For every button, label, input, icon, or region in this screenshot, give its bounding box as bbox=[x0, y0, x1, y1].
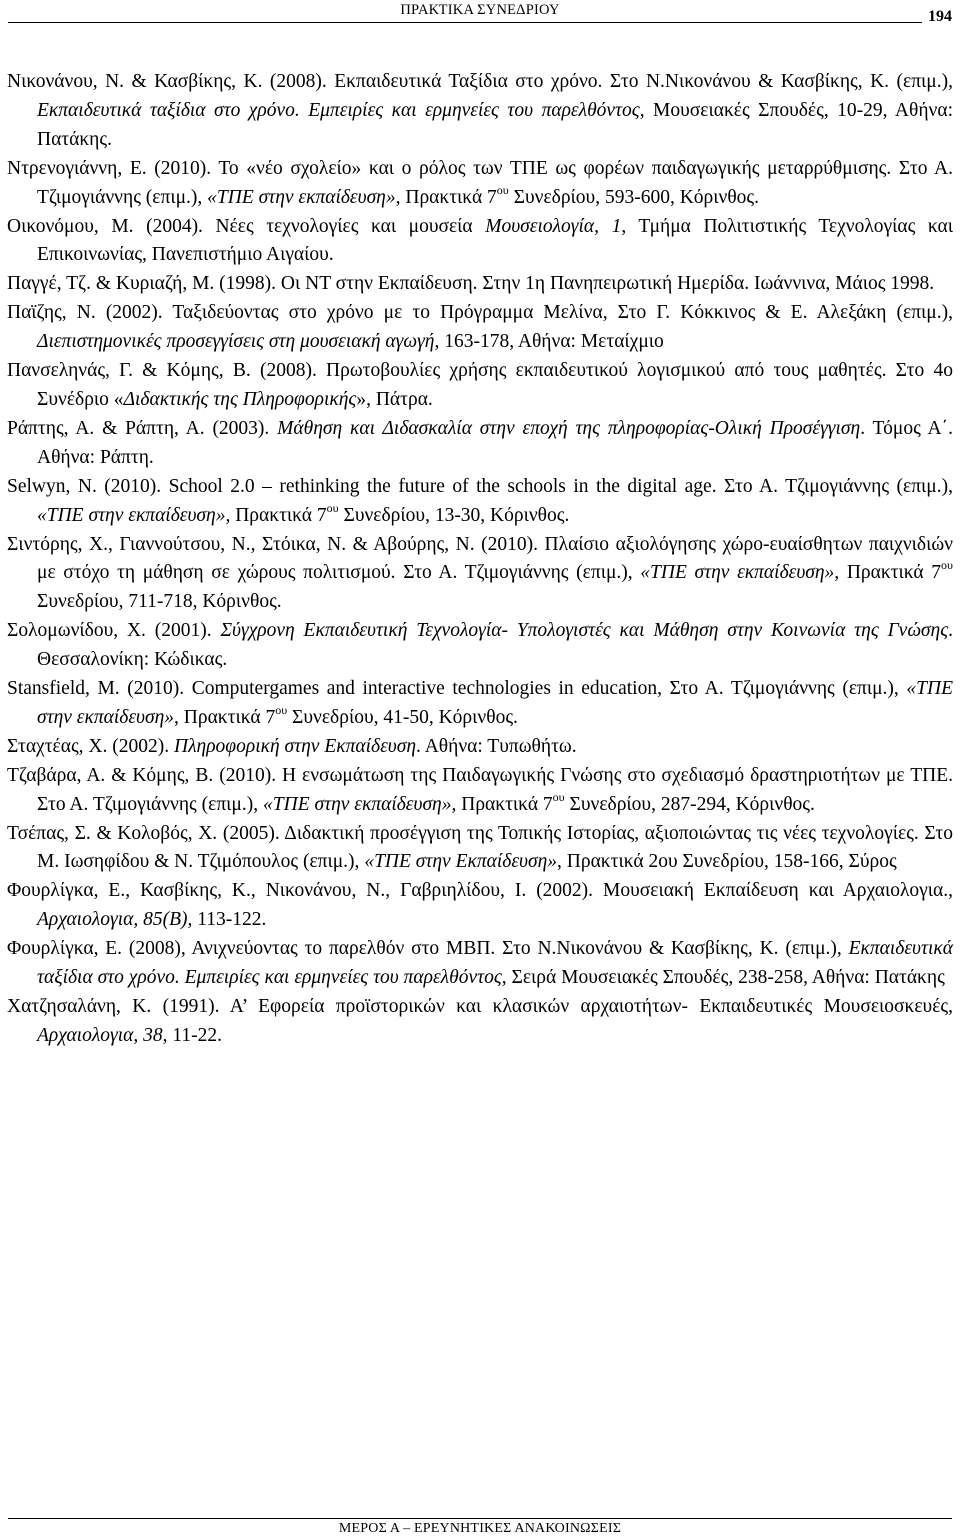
reference-entry bbox=[7, 155, 953, 213]
reference-text: Τσέπας, Σ. & Κολοβός, Χ. (2005). Διδακτική προσέγγιση της Τοπικής Ιστορίας, αξιοποιώντας τις νέες τεχνολογίες. Στο Μ. Ιωσηφίδου & Ν. Τζιμόπουλος (επιμ.), bbox=[7, 822, 953, 873]
reference-entry bbox=[7, 617, 953, 675]
reference-text: , Σειρά Μουσειακές Σπουδές, 238-258, Αθήνα: Πατάκης bbox=[501, 967, 945, 989]
italic-title-text: «ΤΠΕ στην εκπαίδευση» bbox=[207, 186, 396, 208]
italic-title-text: Αρχαιολογια, 38 bbox=[37, 1024, 163, 1046]
reference-entry bbox=[7, 68, 953, 155]
italic-title-text: «ΤΠΕ στην εκπαίδευση», bbox=[37, 678, 953, 728]
reference-text: Παϊζης, Ν. (2002). Ταξιδεύοντας στο χρόνο με το Πρόγραμμα Μελίνα, Στο Γ. Κόκκινος & Ε. Αλεξάκη (επιμ.), bbox=[7, 302, 953, 324]
reference-entry bbox=[7, 299, 953, 357]
reference-list bbox=[7, 68, 953, 1051]
footer-rule bbox=[8, 1518, 952, 1519]
reference-text: Ράπτης, Α. & Ράπτη, Α. (2003). bbox=[7, 417, 278, 439]
italic-title-text: Διεπιστημονικές προσεγγίσεις στη μουσειακή αγωγή bbox=[37, 331, 435, 353]
reference-entry bbox=[7, 877, 953, 935]
reference-text: Stansfield, M. (2010). Computergames and interactive technologies in education, Στο Α. Τζιμογιάννης (επιμ.), bbox=[7, 678, 907, 700]
reference-entry bbox=[7, 531, 953, 618]
reference-text: Συνεδρίου, 287-294, Κόρινθος. bbox=[564, 793, 815, 815]
reference-entry bbox=[7, 733, 953, 762]
reference-text: Σολομωνίδου, Χ. (2001). bbox=[7, 620, 221, 642]
reference-entry bbox=[7, 270, 953, 299]
reference-entry bbox=[7, 213, 953, 271]
superscript-text: ου bbox=[326, 500, 339, 515]
page-header bbox=[0, 0, 960, 40]
reference-entry bbox=[7, 820, 953, 878]
running-header-title: ΠΡΑΚΤΙΚΑ ΣΥΝΕΔΡΙΟΥ bbox=[400, 2, 560, 18]
reference-text: . Θεσσαλονίκη: Κώδικας. bbox=[37, 620, 953, 671]
italic-title-text: Εκπαιδευτικά ταξίδια στο χρόνο. Εμπειρίες και ερμηνείες του παρελθόντος bbox=[37, 938, 953, 989]
italic-title-text: Σύγχρονη Εκπαιδευτική Τεχνολογία- Υπολογιστές και Μάθηση στην Κοινωνία της Γνώσης bbox=[220, 620, 949, 642]
reference-text: Χατζησαλάνη, Κ. (1991). Α’ Εφορεία προϊστορικών και κλασικών αρχαιοτήτων- Εκπαιδευτικές Μουσειοσκευές, bbox=[7, 996, 953, 1017]
page-footer bbox=[0, 1518, 960, 1536]
reference-text: , Μουσειακές Σπουδές, 10-29, Αθήνα: Πατάκης. bbox=[37, 99, 953, 150]
reference-text: Οικονόμου, Μ. (2004). Νέες τεχνολογίες και μουσεία bbox=[7, 215, 486, 237]
reference-text: , Τμήμα Πολιτιστικής Τεχνολογίας και Επικοινωνίας, Πανεπιστήμιο Αιγαίου. bbox=[37, 215, 953, 266]
italic-title-text: Εκπαιδευτικά ταξίδια στο χρόνο. Εμπειρίες και ερμηνείες του παρελθόντος bbox=[37, 99, 640, 121]
reference-text: Πρακτικά 7 bbox=[230, 504, 327, 526]
italic-title-text: Μουσειολογία, 1 bbox=[485, 215, 622, 237]
header-rule bbox=[8, 22, 952, 23]
reference-entry bbox=[7, 473, 953, 531]
reference-text: », Πάτρα. bbox=[356, 388, 433, 410]
reference-text: , 11-22. bbox=[162, 1024, 223, 1046]
reference-text: Συνεδρίου, 13-30, Κόρινθος. bbox=[338, 504, 570, 526]
italic-title-text: «ΤΠΕ στην εκπαίδευση», bbox=[263, 793, 457, 815]
reference-text: Φουρλίγκα, Ε. (2008), Ανιχνεύοντας το παρελθόν στο ΜΒΠ. Στο Ν.Νικονάνου & Κασβίκης, Κ. (επιμ.), bbox=[7, 938, 849, 960]
italic-title-text: Μάθηση και Διδασκαλία στην εποχή της πληροφορίας-Ολική Προσέγγιση bbox=[277, 417, 861, 439]
superscript-text: ου bbox=[552, 789, 565, 804]
italic-title-text: «ΤΠΕ στην εκπαίδευση», bbox=[37, 504, 231, 526]
reference-text: Πρακτικά 7 bbox=[456, 793, 553, 815]
reference-entry bbox=[7, 935, 953, 993]
reference-text: Σιντόρης, Χ., Γιαννούτσου, Ν., Στόικα, Ν. & Αβούρης, Ν. (2010). Πλαίσιο αξιολόγησης χώρο-ευαίσθητων παιχνιδιών με στόχο τη μάθηση σε χώρους πολιτισμού. Στο Α. Τζιμογιάννης (επιμ.), bbox=[7, 533, 953, 584]
reference-text: . Τόμος Α΄. Αθήνα: Ράπτη. bbox=[37, 417, 953, 468]
reference-text: Συνεδρίου, 711-718, Κόρινθος. bbox=[37, 591, 282, 613]
reference-text: , Πρακτικά 7 bbox=[395, 186, 497, 208]
italic-title-text: Διδακτικής της Πληροφορικής bbox=[123, 388, 357, 410]
reference-text: Πανσεληνάς, Γ. & Κόμης, Β. (2008). Πρωτοβουλίες χρήσης εκπαιδευτικού λογισμικού από τους μαθητές. Στο 4ο Συνέδριο « bbox=[7, 360, 953, 410]
reference-text: Νικονάνου, Ν. & Κασβίκης, Κ. (2008). Εκπαιδευτικά Ταξίδια στο χρόνο. Στο Ν.Νικονάνου & Κασβίκης, Κ. (επιμ.), bbox=[7, 71, 953, 92]
reference-entry bbox=[7, 762, 953, 820]
reference-text: Παγγέ, Τζ. & Κυριαζή, Μ. (1998). Οι ΝΤ στην Εκπαίδευση. Στην 1η Πανηπειρωτική Ημερίδα. Ιωάννινα, Μάιος 1998. bbox=[7, 273, 935, 295]
superscript-text: ου bbox=[275, 702, 288, 717]
superscript-text: ου bbox=[941, 558, 953, 573]
reference-text: Τζαβάρα, Α. & Κόμης, Β. (2010). Η ενσωμάτωση της Παιδαγωγικής Γνώσης στο σχεδιασμό δραστηριοτήτων με ΤΠΕ. Στο Α. Τζιμογιάννης (επιμ.), bbox=[7, 764, 953, 815]
reference-text: , Πρακτικά 2ου Συνεδρίου, 158-166, Σύρος bbox=[557, 851, 897, 873]
reference-text: , 163-178, Αθήνα: Μεταίχμιο bbox=[434, 331, 664, 353]
reference-text: Συνεδρίου, 593-600, Κόρινθος. bbox=[508, 186, 760, 208]
italic-title-text: Πληροφορική στην Εκπαίδευση bbox=[174, 735, 417, 757]
page-number: 194 bbox=[922, 8, 952, 26]
reference-text: Συνεδρίου, 41-50, Κόρινθος. bbox=[287, 706, 518, 728]
reference-text: Σταχτέας, Χ. (2002). bbox=[7, 735, 174, 757]
footer-section-title: ΜΕΡΟΣ Α – ΕΡΕΥΝΗΤΙΚΕΣ ΑΝΑΚΟΙΝΩΣΕΙΣ bbox=[338, 1521, 622, 1536]
reference-text: Selwyn, N. (2010). School 2.0 – rethinking the future of the schools in the digital age. Στο Α. Τζιμογιάννης (επιμ.), bbox=[7, 475, 953, 497]
reference-text: . Αθήνα: Τυπωθήτω. bbox=[416, 735, 577, 757]
reference-entry bbox=[7, 415, 953, 473]
italic-title-text: «ΤΠΕ στην Εκπαίδευση» bbox=[364, 851, 558, 873]
reference-entry bbox=[7, 993, 953, 1051]
reference-text: , 113-122. bbox=[187, 909, 267, 931]
reference-text: Πρακτικά 7 bbox=[178, 706, 276, 728]
reference-text: Πρακτικά 7 bbox=[839, 562, 942, 584]
reference-entry bbox=[7, 675, 953, 733]
reference-text: Ντρενογιάννη, Ε. (2010). Το «νέο σχολείο» και ο ρόλος των ΤΠΕ ως φορέων παιδαγωγικής μεταρρύθμισης. Στο Α. Τζιμογιάννης (επιμ.), bbox=[7, 157, 953, 208]
reference-text: Φουρλίγκα, Ε., Κασβίκης, Κ., Νικονάνου, Ν., Γαβριηλίδου, Ι. (2002). Μουσειακή Εκπαίδευση και Αρχαιολογια., bbox=[7, 880, 953, 902]
italic-title-text: «ΤΠΕ στην εκπαίδευση», bbox=[640, 562, 840, 584]
reference-entry bbox=[7, 357, 953, 415]
superscript-text: ου bbox=[496, 182, 509, 197]
italic-title-text: Αρχαιολογια, 85(Β) bbox=[37, 909, 188, 931]
